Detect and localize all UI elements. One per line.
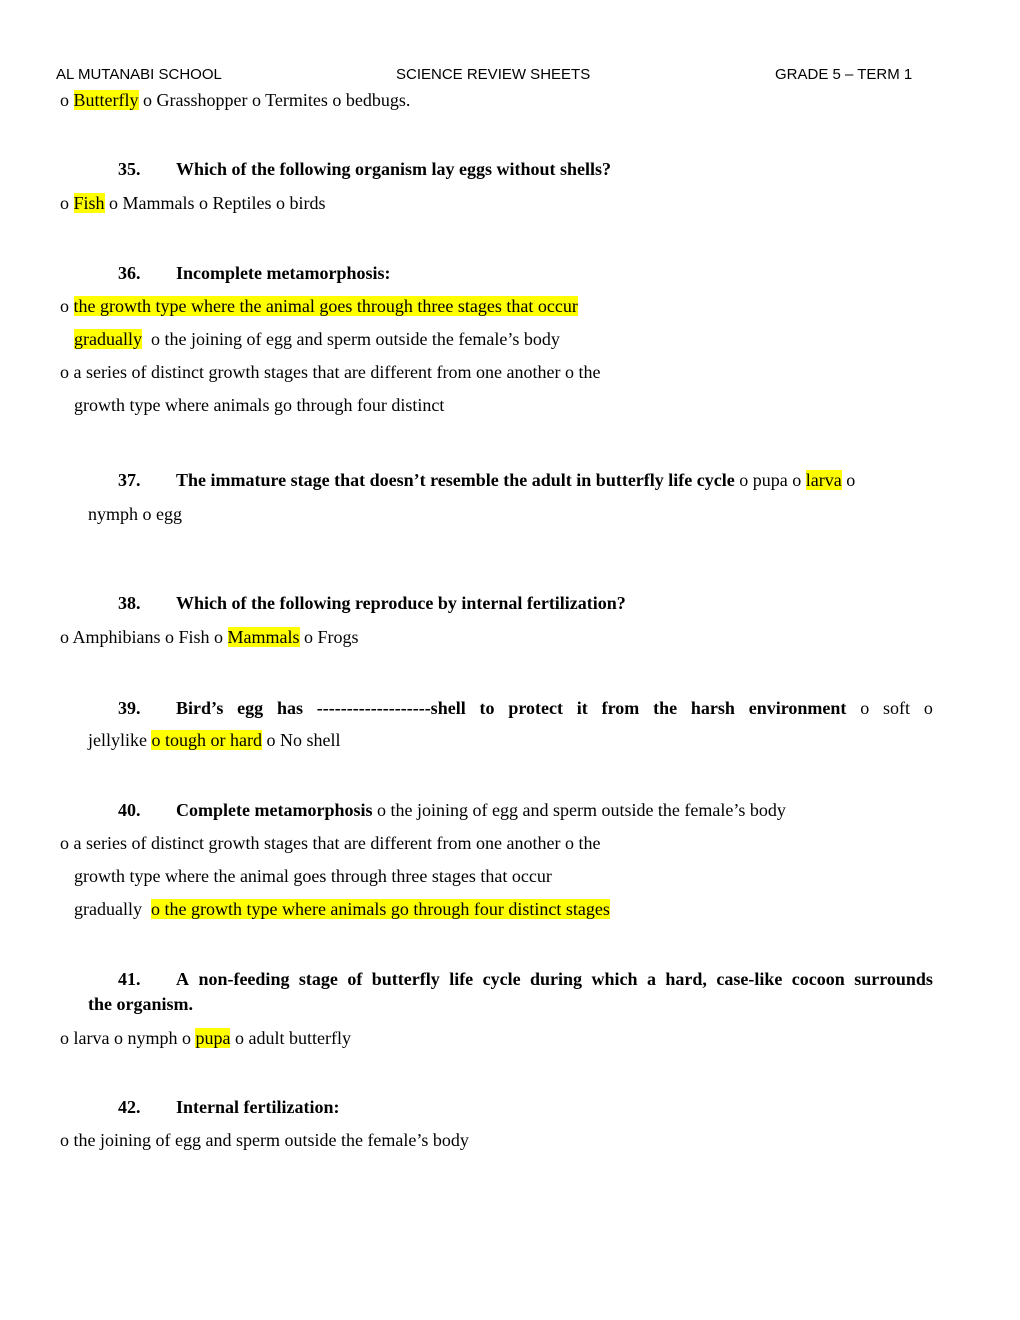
- q39-word: protect: [508, 698, 563, 718]
- q39-word: has: [276, 698, 303, 718]
- q36-option-2: o the joining of egg and sperm outside the female’s body: [150, 329, 560, 349]
- q39-word: -------------------shell: [316, 698, 466, 718]
- q36-option-3: [60, 361, 601, 383]
- q39-word: Bird’s: [176, 698, 224, 718]
- q41-word: case-like: [716, 969, 783, 989]
- q36-option-4: growth type where animals go through four distinct: [74, 395, 445, 415]
- q41-word: surrounds: [854, 969, 933, 989]
- bullet: o: [60, 627, 69, 647]
- q41-options-pre: larva o nymph o: [73, 1028, 191, 1048]
- q41-question-line2: the organism.: [88, 994, 193, 1014]
- q39-option-soft: soft: [883, 698, 911, 718]
- q38-number: 38.: [118, 593, 141, 613]
- q37-question: The immature stage that doesn’t resemble the adult in butterfly life cycle: [176, 470, 735, 490]
- q34-answer: Butterfly: [73, 90, 139, 110]
- q40-option-3: growth type where the animal goes through three stages that occur: [74, 866, 552, 886]
- q39-word: to: [479, 698, 495, 718]
- q40-answer: o the growth type where animals go through four distinct stages: [150, 899, 610, 919]
- bullet: o: [60, 1130, 69, 1150]
- q37-options-pre: o pupa o: [739, 470, 802, 490]
- bullet: o: [60, 296, 69, 316]
- q41-word: of: [347, 969, 363, 989]
- bullet: o: [60, 1028, 69, 1048]
- q38-options-post: o Frogs: [304, 627, 359, 647]
- q40-question: Complete metamorphosis: [176, 800, 373, 820]
- q34-options: [60, 89, 410, 111]
- q39-word: egg: [237, 698, 264, 718]
- q39-word: from: [601, 698, 640, 718]
- q41-word: which: [591, 969, 638, 989]
- q39-option-marker: o: [860, 698, 870, 718]
- q35-answer: Fish: [73, 193, 105, 213]
- q36-answer-part2: gradually: [74, 329, 142, 349]
- q40-option-2: [60, 832, 601, 854]
- q39-number: 39.: [118, 698, 141, 718]
- q41-options-post: o adult butterfly: [234, 1028, 351, 1048]
- q35-number: 35.: [118, 159, 141, 179]
- q38-options: [60, 626, 359, 648]
- q37-answer: larva: [805, 470, 842, 490]
- q41-word: a: [646, 969, 656, 989]
- q41-word: butterfly: [371, 969, 440, 989]
- q39-question-line: [176, 697, 933, 719]
- q34-other-options: Grasshopper o Termites o bedbugs.: [156, 90, 411, 110]
- q40-option-3-end: gradually: [74, 899, 142, 919]
- q39-option-no-shell: o No shell: [266, 730, 341, 750]
- q37-number: 37.: [118, 470, 141, 490]
- q37-options-post: o: [846, 470, 856, 490]
- q41-word: life: [449, 969, 474, 989]
- bullet: o: [109, 193, 119, 213]
- q42-option-1: [60, 1129, 469, 1151]
- q41-options: [60, 1027, 351, 1049]
- bullet: o: [60, 362, 69, 382]
- header-title: SCIENCE REVIEW SHEETS: [396, 66, 591, 83]
- q36-question: Incomplete metamorphosis:: [176, 263, 391, 283]
- q41-question-line1: [176, 968, 933, 990]
- q39-option-jellylike: jellylike: [88, 730, 147, 750]
- q41-word: cocoon: [791, 969, 845, 989]
- header-grade: GRADE 5 – TERM 1: [775, 66, 913, 83]
- q36-answer-part1: the growth type where the animal goes through three stages that occur: [73, 296, 578, 316]
- q37-options-line2: nymph o egg: [88, 504, 182, 524]
- q39-options-line2: [88, 729, 340, 751]
- q41-word: hard,: [665, 969, 707, 989]
- q39-answer: o tough or hard: [151, 730, 262, 750]
- q35-options: [60, 192, 326, 214]
- q36-option-1-cont: [74, 328, 560, 350]
- q40-option-4-line: [74, 898, 610, 920]
- q41-word: A: [176, 969, 189, 989]
- q38-question: Which of the following reproduce by internal fertilization?: [176, 593, 626, 613]
- q41-word: stage: [298, 969, 338, 989]
- q38-answer: Mammals: [227, 627, 300, 647]
- bullet: o: [143, 90, 152, 110]
- q42-option-1-text: the joining of egg and sperm outside the female’s body: [73, 1130, 469, 1150]
- q37-question-line: [176, 469, 855, 491]
- q36-option-3-text: a series of distinct growth stages that are different from one another o the: [73, 362, 601, 382]
- q39-word: the: [653, 698, 678, 718]
- q39-option-marker: o: [923, 698, 933, 718]
- bullet: o: [60, 833, 69, 853]
- q41-answer: pupa: [195, 1028, 231, 1048]
- q39-word: environment: [748, 698, 847, 718]
- q42-number: 42.: [118, 1097, 141, 1117]
- q39-word: it: [576, 698, 588, 718]
- q41-number: 41.: [118, 969, 141, 989]
- q41-word: cycle: [482, 969, 521, 989]
- q36-option-1: [60, 295, 578, 317]
- q38-options-pre: Amphibians o Fish o: [72, 627, 224, 647]
- q41-word: non-feeding: [198, 969, 290, 989]
- q40-number: 40.: [118, 800, 141, 820]
- q35-other-options: Mammals o Reptiles o birds: [122, 193, 326, 213]
- q40-option-2-text: a series of distinct growth stages that are different from one another o the: [73, 833, 601, 853]
- q42-question: Internal fertilization:: [176, 1097, 340, 1117]
- bullet: o: [60, 90, 69, 110]
- bullet: o: [60, 193, 69, 213]
- q41-word: during: [530, 969, 583, 989]
- q40-option-1: o the joining of egg and sperm outside the female’s body: [376, 800, 786, 820]
- q40-question-line: [176, 799, 786, 821]
- q35-question: Which of the following organism lay eggs without shells?: [176, 159, 612, 179]
- header-school: AL MUTANABI SCHOOL: [56, 66, 222, 83]
- q36-number: 36.: [118, 263, 141, 283]
- q39-word: harsh: [690, 698, 735, 718]
